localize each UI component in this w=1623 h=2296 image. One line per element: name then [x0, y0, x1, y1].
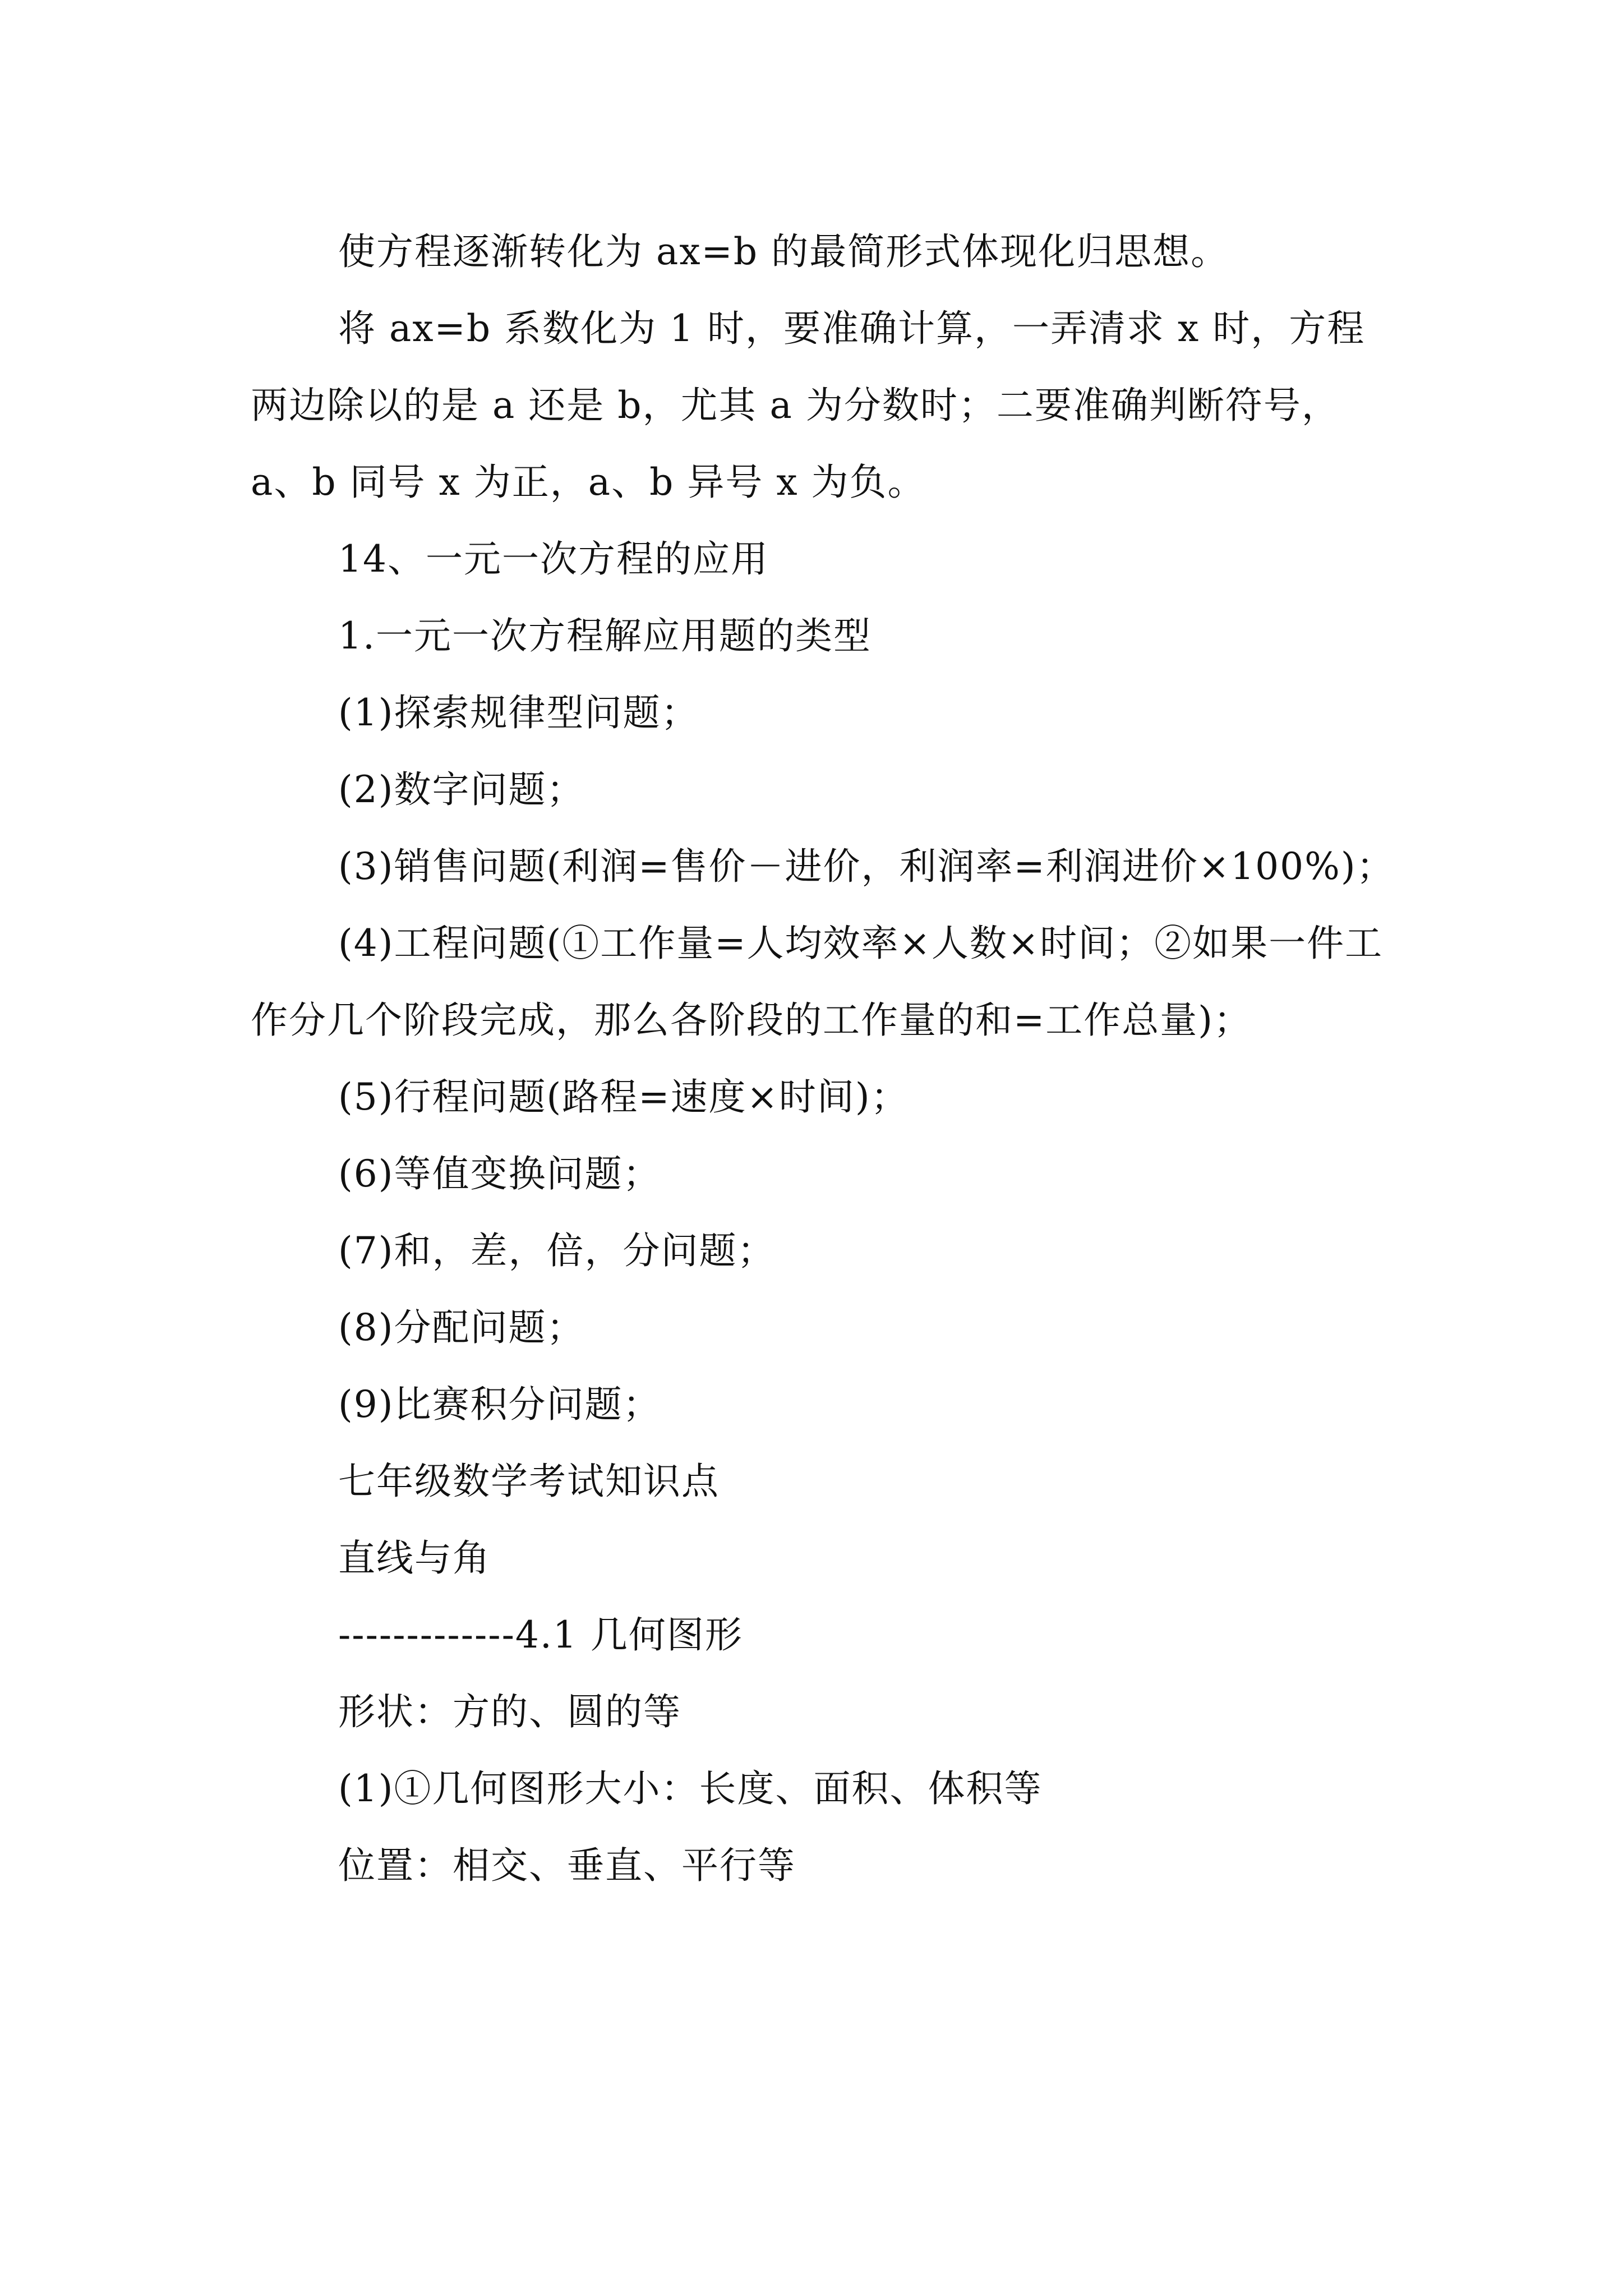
section-heading-application: 14、一元一次方程的应用: [338, 537, 769, 581]
paragraph-coefficient-rule: 将 ax=b 系数化为 1 时，要准确计算，一弄清求 x 时，方程两边除以的是 a 还是 b，尤其 a 为分数时；二要准确判断符号，a、b 同号 x 为正，a、b 异号 x 为负。: [251, 307, 1366, 504]
document-body: [251, 213, 1395, 1904]
list-item-pattern-problems: (1)探索规律型问题；: [338, 691, 699, 734]
subheading-problem-types: 1.一元一次方程解应用题的类型: [338, 614, 872, 657]
subsection-heading-geometric-figures: -------------4.1 几何图形: [338, 1613, 743, 1657]
paragraph-simplest-form: 使方程逐渐转化为 ax=b 的最简形式体现化归思想。: [338, 230, 1229, 273]
list-item-sales-problems: (3)销售问题(利润=售价－进价，利润率=利润进价×100%)；: [338, 845, 1395, 888]
line-figure-size: (1)①几何图形大小：长度、面积、体积等: [338, 1767, 1043, 1810]
list-item-number-problems: (2)数字问题；: [338, 768, 585, 811]
list-item-allocation-problems: (8)分配问题；: [338, 1306, 585, 1349]
list-item-equivalence-problems: (6)等值变换问题；: [338, 1152, 661, 1195]
line-shape: 形状：方的、圆的等: [338, 1690, 681, 1733]
list-item-scoring-problems: (9)比赛积分问题；: [338, 1383, 661, 1426]
chapter-heading-lines-angles: 直线与角: [338, 1536, 491, 1580]
section-heading-grade7-knowledge: 七年级数学考试知识点: [338, 1460, 720, 1503]
line-position: 位置：相交、垂直、平行等: [338, 1844, 796, 1887]
list-item-ratio-problems: (7)和，差，倍，分问题；: [338, 1229, 776, 1272]
list-item-work-problems: (4)工程问题(①工作量=人均效率×人数×时间；②如果一件工作分几个阶段完成，那么各阶段的工作量的和=工作总量)；: [251, 922, 1384, 1042]
list-item-travel-problems: (5)行程问题(路程=速度×时间)；: [338, 1075, 909, 1119]
